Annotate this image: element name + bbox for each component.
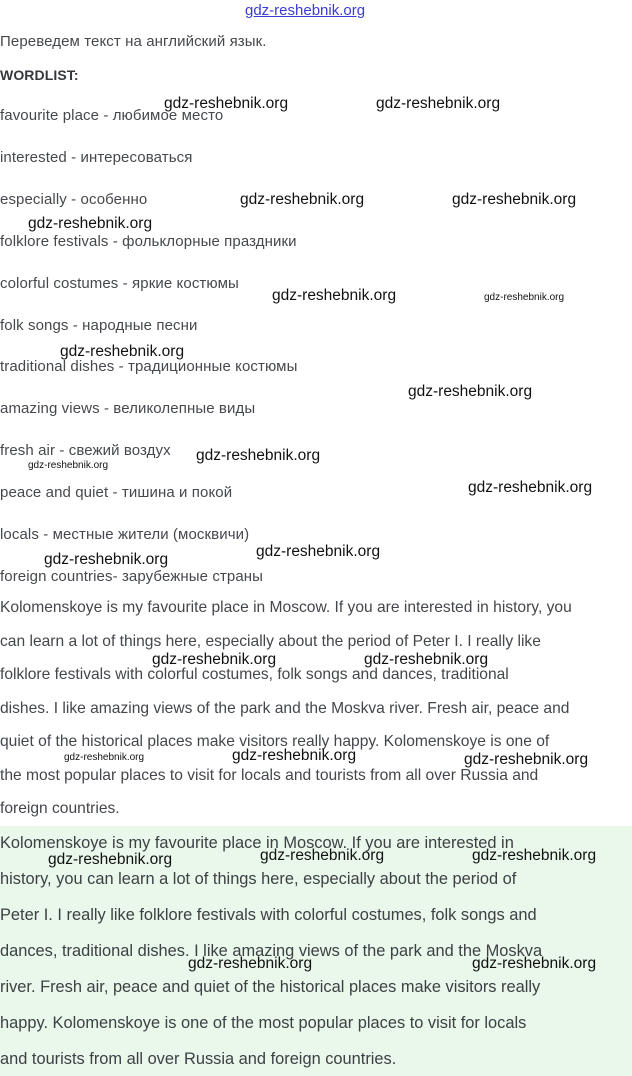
paragraph-line: dishes. I like amazing views of the park and the Moskva river. Fresh air, peace and [0, 700, 570, 717]
wordlist-item: favourite place - любимое место [0, 107, 224, 124]
answer-line: and tourists from all over Russia and foreign countries. [0, 1050, 397, 1068]
watermark: gdz-reshebnik.org [60, 343, 185, 360]
answer-line: river. Fresh air, peace and quiet of the historical places make visitors really [0, 978, 541, 996]
paragraph-line: folklore festivals with colorful costumes, folk songs and dances, traditional [0, 666, 509, 683]
site-link[interactable]: gdz-reshebnik.org [245, 2, 366, 19]
watermark: gdz-reshebnik.org [48, 851, 173, 868]
wordlist-item: interested - интересоваться [0, 149, 193, 166]
watermark: gdz-reshebnik.org [376, 95, 501, 112]
wordlist-item: folk songs - народные песни [0, 317, 198, 334]
wordlist-item: traditional dishes - традиционные костюмы [0, 358, 298, 375]
watermark: gdz-reshebnik.org [28, 460, 109, 471]
watermark: gdz-reshebnik.org [364, 651, 489, 668]
watermark: gdz-reshebnik.org [464, 751, 589, 768]
watermark: gdz-reshebnik.org [28, 215, 153, 232]
watermark: gdz-reshebnik.org [240, 191, 365, 208]
watermark: gdz-reshebnik.org [44, 551, 169, 568]
wordlist-heading: WORDLIST: [0, 67, 79, 83]
answer-line: Peter I. I really like folklore festivals with colorful costumes, folk songs and [0, 906, 537, 924]
wordlist-item: locals - местные жители (москвичи) [0, 526, 250, 543]
wordlist-item: amazing views - великолепные виды [0, 400, 256, 417]
answer-line: history, you can learn a lot of things here, especially about the period of [0, 870, 517, 888]
wordlist-item: foreign countries- зарубежные страны [0, 568, 264, 585]
watermark: gdz-reshebnik.org [164, 95, 289, 112]
wordlist-item: peace and quiet - тишина и покой [0, 484, 233, 501]
paragraph-line: the most popular places to visit for locals and tourists from all over Russia and [0, 767, 539, 784]
wordlist-item: especially - особенно [0, 191, 148, 208]
wordlist-item: colorful costumes - яркие костюмы [0, 275, 239, 292]
answer-line: Kolomenskoye is my favourite place in Moscow. If you are interested in [0, 834, 514, 852]
watermark: gdz-reshebnik.org [452, 191, 577, 208]
watermark: gdz-reshebnik.org [232, 747, 357, 764]
watermark: gdz-reshebnik.org [408, 383, 533, 400]
watermark: gdz-reshebnik.org [272, 287, 397, 304]
watermark: gdz-reshebnik.org [472, 955, 597, 972]
paragraph-line: quiet of the historical places make visitors really happy. Kolomenskoye is one of [0, 733, 550, 750]
answer-line: happy. Kolomenskoye is one of the most popular places to visit for locals [0, 1014, 527, 1032]
watermark: gdz-reshebnik.org [472, 847, 597, 864]
paragraph-line: Kolomenskoye is my favourite place in Moscow. If you are interested in history, you [0, 599, 572, 616]
intro-text: Переведем текст на английский язык. [0, 33, 267, 50]
watermark: gdz-reshebnik.org [468, 479, 593, 496]
paragraph-line: foreign countries. [0, 800, 120, 817]
paragraph-line: can learn a lot of things here, especially about the period of Peter I. I really like [0, 633, 541, 650]
watermark: gdz-reshebnik.org [260, 847, 385, 864]
watermark: gdz-reshebnik.org [196, 447, 321, 464]
watermark: gdz-reshebnik.org [484, 292, 565, 303]
watermark: gdz-reshebnik.org [188, 955, 313, 972]
watermark: gdz-reshebnik.org [64, 752, 145, 763]
watermark: gdz-reshebnik.org [152, 651, 277, 668]
wordlist-item: fresh air - свежий воздух [0, 442, 171, 459]
wordlist-item: folklore festivals - фольклорные праздники [0, 233, 297, 250]
watermark: gdz-reshebnik.org [256, 543, 381, 560]
answer-line: dances, traditional dishes. I like amazing views of the park and the Moskva [0, 942, 543, 960]
